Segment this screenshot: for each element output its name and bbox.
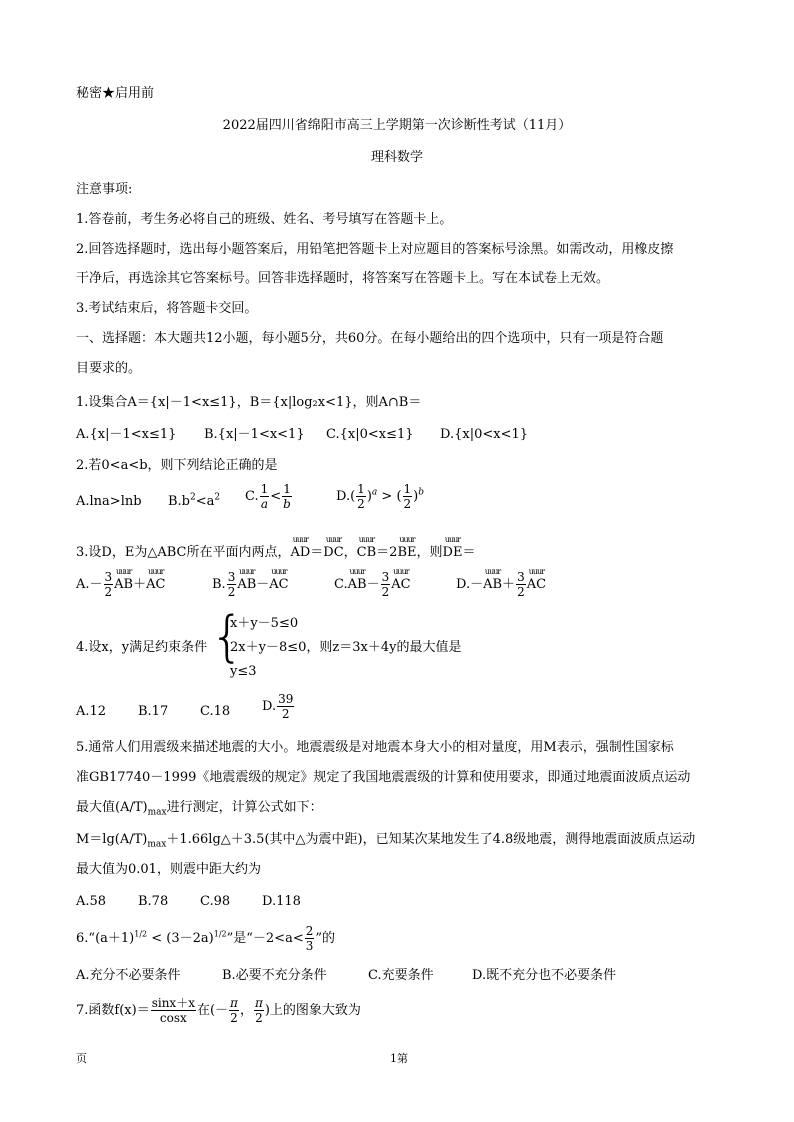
q4-option-d: D. $\frac{39}{2}$ xyxy=(262,692,294,721)
q4-stem-prefix: 4.设x，y满足约束条件 xyxy=(76,640,208,655)
q6-option-d: D.既不充分也不必要条件 xyxy=(472,968,617,983)
q4-constraint-2: 2x＋y－8≤0，则z＝3x＋4y的最大值是 xyxy=(230,640,462,655)
q6-option-b: B.必要不充分条件 xyxy=(222,968,327,983)
q3-stem: 3.设D，E为△ABC所在平面内两点， uuur AD＝ uuur DC， uuur CB＝2 uuur BE，则 uuur DE＝ xyxy=(76,535,476,560)
q6-stem: $6.“(a+1)^{1/2} < (3-2a)^{1/2}$”是“－2<a< $\frac{2}{3}$ ”的 xyxy=(76,924,336,953)
subject-title: 理科数学 xyxy=(370,150,423,165)
q1-stem: 1.设集合A＝{x|－1<x≤1}，B＝{x|log₂x<1}，则A∩B＝ xyxy=(76,395,422,410)
q3-option-a: A.－ $\frac{3}{2}$ uuur AB＋ uuur AC xyxy=(76,567,166,599)
q3-option-b: B. $\frac{3}{2}$ uuur AB－ uuur AC xyxy=(212,567,289,599)
notice-item-2-line-1: 2.回答选择题时，选出每小题答案后，用铅笔把答题卡上对应题目的答案标号涂黑。如需改动，用橡皮擦 xyxy=(76,242,674,257)
section-1-line-2: 目要求的。 xyxy=(76,361,142,376)
q2-stem: 2.若0<a<b，则下列结论正确的是 xyxy=(76,458,278,473)
section-1-line-1: 一、选择题：本大题共12小题，每小题5分，共60分。在每小题给出的四个选项中，只有一项是符合题 xyxy=(76,331,664,346)
q1-option-a: A.{x|－1<x≤1} xyxy=(76,427,177,442)
q5-line-3: 最大值$(A/T)_{max}$进行测定，计算公式如下： xyxy=(76,800,323,818)
q2-option-d: D.( $\frac{1}{2}$ )$^a$ > ( $\frac{1}{2}$ )$^b$ xyxy=(336,482,425,511)
q6-option-c: C.充要条件 xyxy=(368,968,434,983)
exam-title: 2022届四川省绵阳市高三上学期第一次诊断性考试（11月） xyxy=(222,118,572,133)
q7-stem: 7.函数f(x)＝ $\frac{\sin x+x}{\cos x}$ 在(－ $\frac{\pi}{2}$ ， $\frac{\pi}{2}$ )上的图象大致为 xyxy=(76,996,361,1025)
q5-option-c: C.98 xyxy=(200,894,231,909)
q5-line-4: $M=\lg(A/T)_{max}+1.66\lg\triangle+3.5$(其中△为震中距)，已知某次某地发生了4.8级地震，测得地震面波质点运动 xyxy=(76,832,696,850)
q2-option-a: A.lna>lnb xyxy=(76,494,142,509)
q5-option-d: D.118 xyxy=(262,894,301,909)
q5-line-2: 准GB17740－1999《地震震级的规定》规定了我国地震震级的计算和使用要求，即通过地震面波质点运动 xyxy=(76,770,691,785)
q4-brace: { xyxy=(210,605,245,668)
q5-option-a: A.58 xyxy=(76,894,107,909)
notice-item-1: 1.答卷前，考生务必将自己的班级、姓名、考号填写在答题卡上。 xyxy=(76,212,453,227)
q3-option-c: C. uuur AB－ $\frac{3}{2}$ uuur AC xyxy=(334,567,411,599)
q4-constraint-3: y≤3 xyxy=(230,664,257,679)
q5-option-b: B.78 xyxy=(138,894,169,909)
notice-item-2-line-2: 干净后，再选涂其它答案标号。回答非选择题时，将答案写在答题卡上。写在本试卷上无效。 xyxy=(76,271,610,286)
q2-option-b: $B.b^2<a^2$ xyxy=(168,492,221,509)
q4-option-b: B.17 xyxy=(138,704,169,719)
q5-line-1: 5.通常人们用震级来描述地震的大小。地震震级是对地震本身大小的相对量度，用M表示，强制性国家标 xyxy=(76,740,674,755)
q4-option-c: C.18 xyxy=(200,704,231,719)
q3-option-d: D.－ uuur AB＋ $\frac{3}{2}$ uuur AC xyxy=(456,567,547,599)
q4-constraint-1: x＋y－5≤0 xyxy=(230,616,299,631)
q1-option-b: B.{x|－1<x<1} xyxy=(204,427,305,442)
q4-option-a: A.12 xyxy=(76,704,107,719)
secret-label: 秘密★启用前 xyxy=(76,86,155,101)
q6-option-a: A.充分不必要条件 xyxy=(76,968,181,983)
footer-left: 页 xyxy=(76,1052,87,1065)
q5-line-5: 最大值为0.01，则震中距大约为 xyxy=(76,862,261,877)
q1-option-d: D.{x|0<x<1} xyxy=(440,427,529,442)
footer-page-number: 1第 xyxy=(390,1052,408,1065)
q2-option-c: C. $\frac{1}{a}$ < $\frac{1}{b}$ xyxy=(245,482,291,511)
notice-item-3: 3.考试结束后，将答题卡交回。 xyxy=(76,301,258,316)
notice-heading: 注意事项: xyxy=(76,182,133,197)
q1-option-c: C.{x|0<x≤1} xyxy=(326,427,414,442)
